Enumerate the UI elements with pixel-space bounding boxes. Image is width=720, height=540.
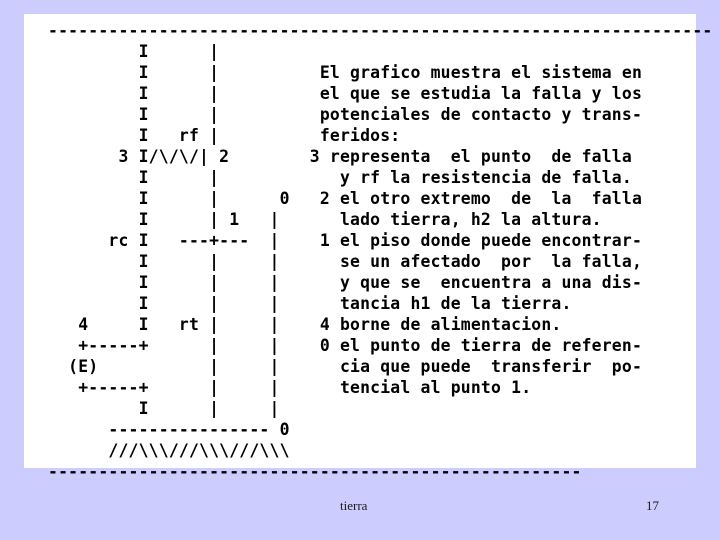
figure-line: I | | xyxy=(48,399,280,418)
footer-label: tierra xyxy=(340,498,368,513)
page-number: 17 xyxy=(646,498,659,513)
figure-line: I | 1 | lado tierra, h2 la altura. xyxy=(48,210,602,229)
figure-line: I | el que se estudia la falla y los xyxy=(48,84,643,103)
figure-line: I | xyxy=(48,42,220,61)
figure-line: 4 I rt | | 4 borne de alimentacion. xyxy=(48,315,562,334)
figure-line: ---------------- 0 xyxy=(48,420,290,439)
figure-line: I | y rf la resistencia de falla. xyxy=(48,168,632,187)
figure-line: I | 0 2 el otro extremo de la falla xyxy=(48,189,643,208)
figure-line: ///\\\///\\\///\\\ xyxy=(48,441,290,460)
figure-line: rc I ---+--- | 1 el piso donde puede encontrar- xyxy=(48,231,643,250)
figure-line: I | potenciales de contacto y trans- xyxy=(48,105,643,124)
figure-line: 3 I/\/\/| 2 3 representa el punto de falla xyxy=(48,147,632,166)
figure-line: +-----+ | | tencial al punto 1. xyxy=(48,378,532,397)
figure-line: I | | y que se encuentra a una dis- xyxy=(48,273,643,292)
figure-line: ------------------------------------------------------------------ xyxy=(48,21,713,40)
figure-line: +-----+ | | 0 el punto de tierra de referen- xyxy=(48,336,643,355)
figure-line: ----------------------------------------------------- xyxy=(48,462,582,481)
figure-line: I | El grafico muestra el sistema en xyxy=(48,63,643,82)
figure-line: I | | tancia h1 de la tierra. xyxy=(48,294,572,313)
ascii-diagram-and-description xyxy=(48,20,713,482)
ascii-figure-panel xyxy=(24,14,713,481)
figure-line: (E) | | cia que puede transferir po- xyxy=(48,357,643,376)
figure-line: I rf | feridos: xyxy=(48,126,401,145)
figure-line: I | | se un afectado por la falla, xyxy=(48,252,643,271)
